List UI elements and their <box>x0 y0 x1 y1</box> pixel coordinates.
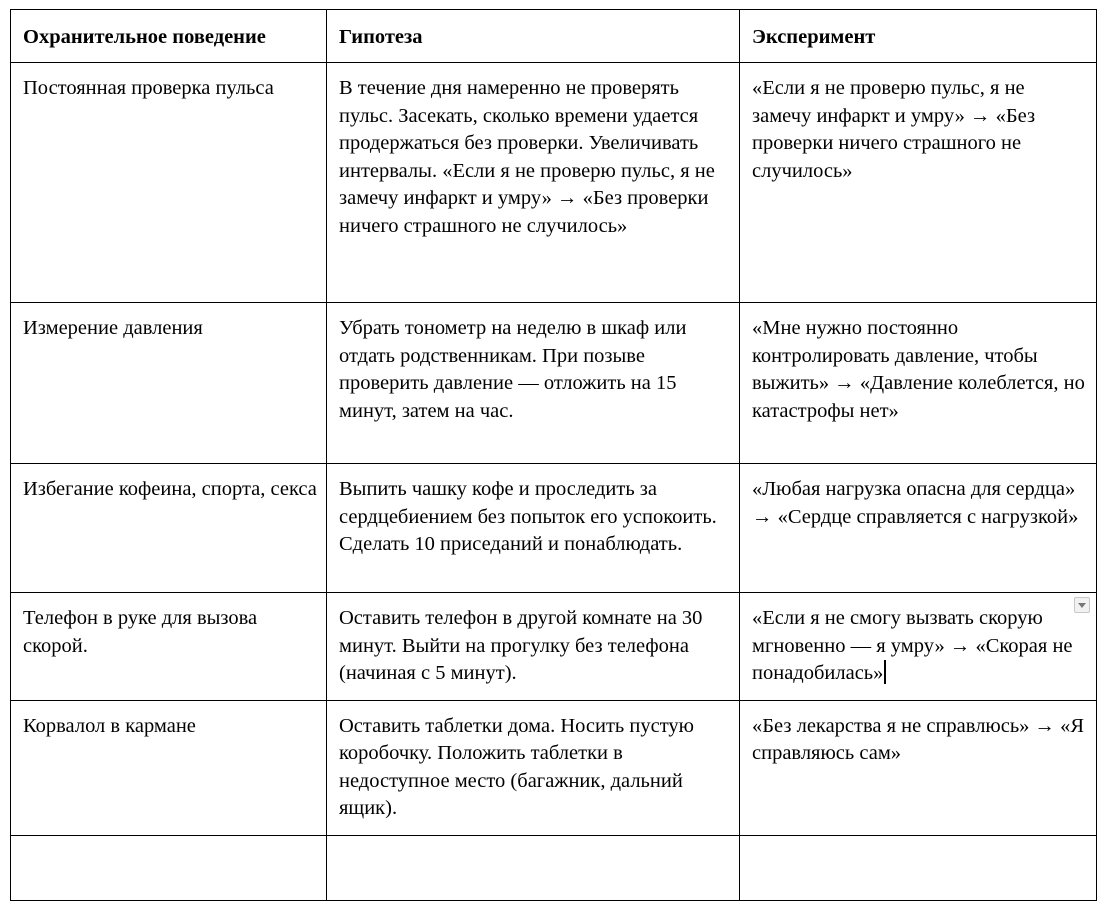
document-page <box>10 9 1096 901</box>
safety-behavior-table <box>10 9 1097 901</box>
cell-hypothesis[interactable]: Оставить таблетки дома. Носить пустую коробочку. Положить таблетки в недоступное место (багажник, дальний ящик). <box>327 700 740 835</box>
cell-experiment[interactable]: «Мне нужно постоянно контролировать давление, чтобы выжить» → «Давление колеблется, но катастрофы нет» <box>740 303 1097 464</box>
cell-experiment[interactable]: «Если я не проверю пульс, я не замечу инфаркт и умру» → «Без проверки ничего страшного не случилось» <box>740 63 1097 303</box>
table-row <box>11 303 1097 464</box>
cell-behavior[interactable]: Постоянная проверка пульса <box>11 63 327 303</box>
cell-behavior[interactable] <box>11 835 327 900</box>
cell-behavior[interactable]: Избегание кофеина, спорта, секса <box>11 464 327 593</box>
table-row <box>11 63 1097 303</box>
table-row <box>11 835 1097 900</box>
table-row <box>11 464 1097 593</box>
cell-experiment[interactable] <box>740 835 1097 900</box>
cell-experiment[interactable]: «Без лекарства я не справлюсь» → «Я справляюсь сам» <box>740 700 1097 835</box>
table-row <box>11 700 1097 835</box>
cell-hypothesis[interactable]: Оставить телефон в другой комнате на 30 минут. Выйти на прогулку без телефона (начиная с 5 минут). <box>327 593 740 701</box>
cell-behavior[interactable]: Корвалол в кармане <box>11 700 327 835</box>
cell-experiment-active[interactable] <box>740 593 1097 701</box>
header-hypothesis[interactable]: Гипотеза <box>327 10 740 63</box>
table-row <box>11 593 1097 701</box>
cell-hypothesis[interactable]: Выпить чашку кофе и проследить за сердцебиением без попыток его успокоить. Сделать 10 приседаний и понаблюдать. <box>327 464 740 593</box>
cell-behavior[interactable]: Телефон в руке для вызова скорой. <box>11 593 327 701</box>
table-header-row <box>11 10 1097 63</box>
text-cursor <box>884 660 886 684</box>
cell-hypothesis[interactable]: В течение дня намеренно не проверять пульс. Засекать, сколько времени удается продержаться без проверки. Увеличивать интервалы. «Если я не проверю пульс, я не замечу инфаркт и умру» → «Без проверки ничего страшного не случилось» <box>327 63 740 303</box>
cell-hypothesis[interactable] <box>327 835 740 900</box>
cell-experiment[interactable]: «Любая нагрузка опасна для сердца» → «Сердце справляется с нагрузкой» <box>740 464 1097 593</box>
header-behavior[interactable]: Охранительное поведение <box>11 10 327 63</box>
cell-hypothesis[interactable]: Убрать тонометр на неделю в шкаф или отдать родственникам. При позыве проверить давление — отложить на 15 минут, затем на час. <box>327 303 740 464</box>
header-experiment[interactable]: Эксперимент <box>740 10 1097 63</box>
cell-experiment-text: «Если я не смогу вызвать скорую мгновенно — я умру» → «Скорая не понадобилась» <box>752 607 1073 684</box>
cell-menu-dropdown-icon[interactable] <box>1074 597 1090 613</box>
cell-behavior[interactable]: Измерение давления <box>11 303 327 464</box>
